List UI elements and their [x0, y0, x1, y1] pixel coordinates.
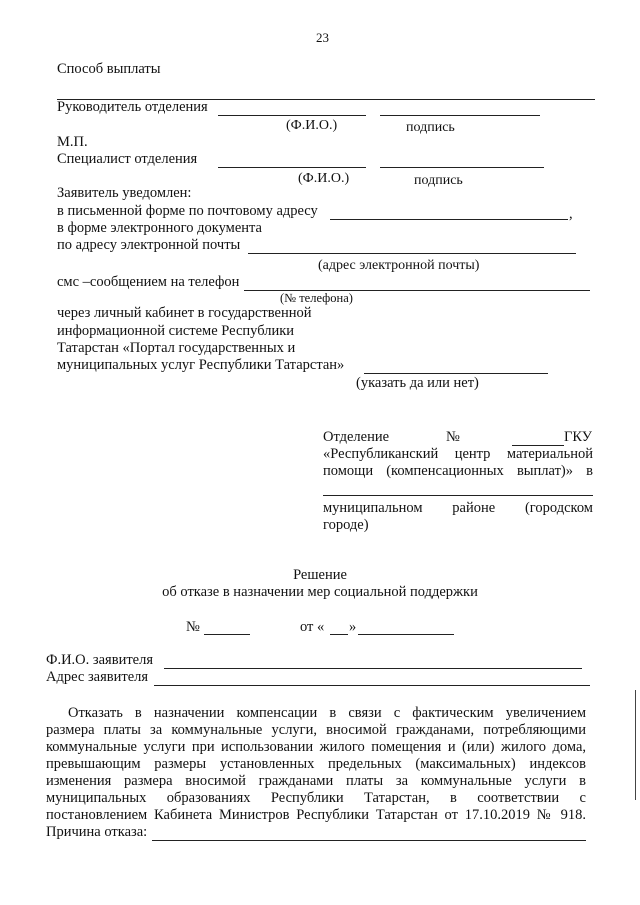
- decision-number-field[interactable]: [204, 634, 250, 635]
- refusal-text-line: изменения размера вносимой гражданами платы за коммунальные услуги в: [46, 773, 586, 789]
- refusal-text-line: постановлением Кабинета Министров Республики Татарстан от 17.10.2019 № 918.: [46, 807, 586, 823]
- decision-month-year-field[interactable]: [358, 634, 454, 635]
- portal-answer-field[interactable]: [364, 373, 548, 374]
- office-line: муниципальном районе (городском: [323, 500, 593, 516]
- page-number: 23: [316, 30, 329, 45]
- office-line: «Республиканский центр материальной: [323, 446, 593, 462]
- head-label: Руководитель отделения: [57, 99, 208, 115]
- electronic-form-label: в форме электронного документа: [57, 220, 262, 236]
- refusal-text-line: размера платы за коммунальные услуги, вносимой гражданами, потребляющими: [46, 722, 586, 738]
- cabinet-line: муниципальных услуг Республики Татарстан»: [57, 357, 345, 373]
- office-line: помощи (компенсационных выплат)» в: [323, 463, 593, 479]
- reason-field[interactable]: [152, 840, 586, 841]
- office-gku: ГКУ: [564, 429, 593, 445]
- office-district-field[interactable]: [323, 495, 593, 496]
- office-label: Отделение: [323, 429, 390, 445]
- email-label: по адресу электронной почты: [57, 237, 241, 253]
- decision-date-label: от «: [300, 619, 325, 635]
- cabinet-line: Татарстан «Портал государственных и: [57, 340, 296, 356]
- reason-label: Причина отказа:: [46, 824, 148, 840]
- specialist-label: Специалист отделения: [57, 151, 198, 167]
- notified-label: Заявитель уведомлен:: [57, 185, 192, 201]
- specialist-fio-field[interactable]: [218, 167, 366, 168]
- comma: ,: [569, 206, 573, 222]
- refusal-text-line: превышающим размеры установленных предельных (максимальных) индексов: [46, 756, 586, 772]
- refusal-text-line: муниципальных образованиях Республики Татарстан, в соответствии с: [46, 790, 586, 806]
- applicant-address-label: Адрес заявителя: [46, 669, 149, 685]
- sms-label: смс –сообщением на телефон: [57, 274, 240, 290]
- date-quote: »: [349, 619, 357, 635]
- signature-caption: подпись: [406, 120, 455, 135]
- cabinet-line: через личный кабинет в государственной: [57, 305, 312, 321]
- decision-number-label: №: [186, 619, 200, 635]
- applicant-address-field[interactable]: [154, 685, 590, 686]
- office-number-sign: №: [446, 429, 460, 445]
- fio-caption: (Ф.И.О.): [298, 171, 350, 186]
- written-form-label: в письменной форме по почтовому адресу: [57, 203, 318, 219]
- head-signature-field[interactable]: [380, 115, 540, 116]
- phone-caption: (№ телефона): [280, 291, 353, 305]
- cabinet-line: информационной системе Республики: [57, 323, 295, 339]
- applicant-fio-field[interactable]: [164, 668, 582, 669]
- stamp-label: М.П.: [57, 134, 88, 150]
- decision-title: Решение: [293, 567, 347, 583]
- email-field[interactable]: [248, 253, 576, 254]
- refusal-text-line: Отказать в назначении компенсации в связи с фактическим увеличением: [68, 705, 586, 721]
- specialist-signature-field[interactable]: [380, 167, 544, 168]
- head-fio-field[interactable]: [218, 115, 366, 116]
- fio-caption: (Ф.И.О.): [286, 118, 338, 133]
- applicant-fio-label: Ф.И.О. заявителя: [46, 652, 154, 668]
- refusal-text-line: коммунальные услуги при использовании жилого помещения и (или) жилого дома,: [46, 739, 586, 755]
- decision-day-field[interactable]: [330, 634, 348, 635]
- signature-caption: подпись: [414, 173, 463, 188]
- office-line: городе): [323, 517, 369, 533]
- scan-edge-mark: [635, 690, 636, 800]
- decision-subtitle: об отказе в назначении мер социальной поддержки: [162, 584, 478, 600]
- yes-no-caption: (указать да или нет): [356, 375, 479, 391]
- payment-method-label: Способ выплаты: [57, 61, 161, 77]
- postal-address-field[interactable]: [330, 219, 568, 220]
- email-caption: (адрес электронной почты): [318, 258, 480, 273]
